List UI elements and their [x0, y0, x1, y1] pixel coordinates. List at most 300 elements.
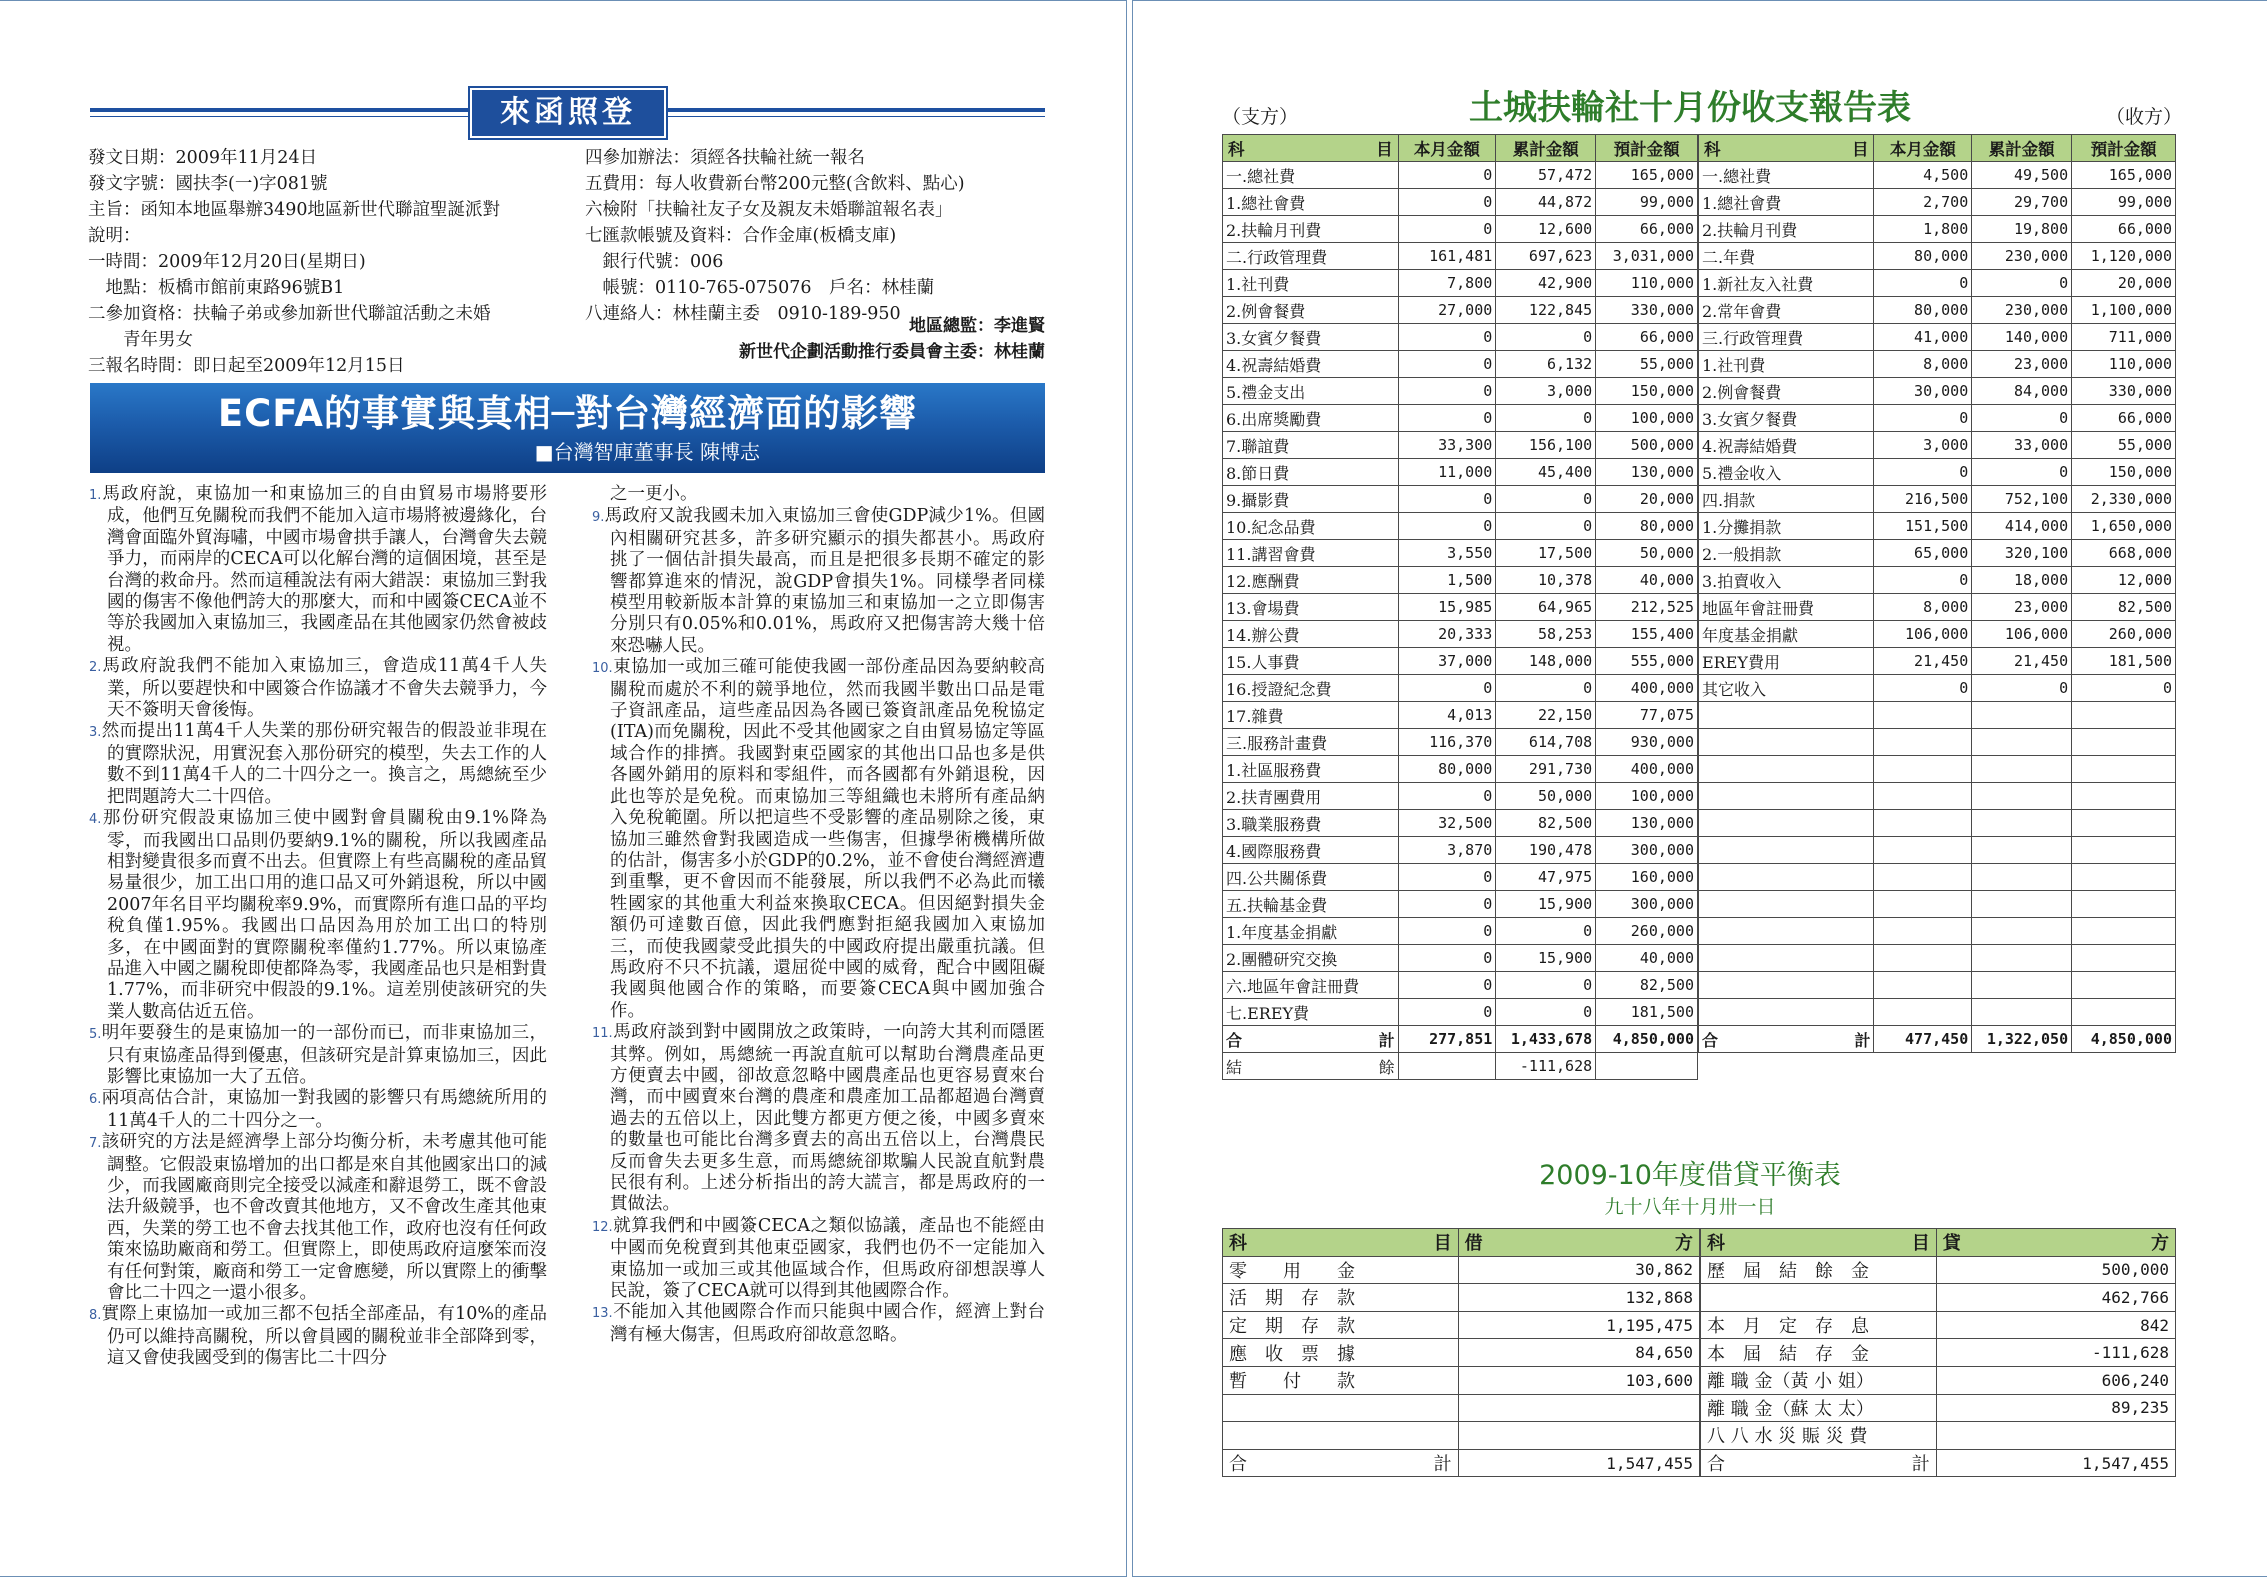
empty-cell: [2072, 837, 2176, 864]
header-label: 科: [1707, 1233, 1725, 1255]
header-label: 借: [1464, 1233, 1483, 1255]
amount-cell: 0: [1496, 972, 1596, 999]
amount-cell: 32,500: [1398, 810, 1496, 837]
amount-cell: 55,000: [1596, 351, 1698, 378]
balance-date: 九十八年十月卅一日: [1604, 1196, 1776, 1218]
paragraph-text: 兩項高估合計，東協加一對我國的影響只有馬總統所用的11萬4千人的二十四分之一。: [101, 1088, 547, 1131]
empty-cell: [1972, 945, 2072, 972]
empty-cell: [2072, 891, 2176, 918]
paragraph-text: 馬政府又說我國未加入東協加三會使GDP減少1%。但國內相關研究甚多，許多研究顯示的損失都甚小。馬政府挑了一個估計損失最高，而且是把很多長期不確定的影響都算進來的情況，說GDP會損失1%。同樣學者同樣模型用較新版本計算的東協加三和東協加一之立即傷害分別只有0.05%和0.01%，馬政府又把傷害誇大幾十倍來恐嚇人民。: [604, 506, 1045, 656]
header-label: 本月金額: [1874, 135, 1972, 162]
table-row: [1223, 405, 1698, 432]
table-row: [1223, 594, 1698, 621]
paragraph-number: 1.: [89, 488, 102, 503]
table-row: [1699, 297, 2176, 324]
amount-cell: 230,000: [1972, 297, 2072, 324]
item-name: 四.公共關係費: [1223, 864, 1399, 891]
article-paragraph: [592, 484, 1045, 506]
empty-cell: [2072, 945, 2176, 972]
amount-cell: 0: [1972, 675, 2072, 702]
notice-line: 六檢附「扶輪社友子女及親友未婚聯誼報名表」: [585, 200, 953, 220]
article-title: ECFA的事實與真相─對台灣經濟面的影響: [217, 392, 918, 435]
table-row: [1701, 1339, 2176, 1367]
table-row: [1699, 486, 2176, 513]
amount-cell: 0: [1496, 324, 1596, 351]
total-amount: 1,547,455: [1458, 1449, 1699, 1477]
amount-cell: 0: [1398, 405, 1496, 432]
item-name: 1.年度基金捐獻: [1223, 918, 1399, 945]
header-subject: [1699, 135, 1874, 162]
header-subject-pair: [1702, 136, 1870, 160]
table-row: [1699, 162, 2176, 189]
amount-cell: 0: [1496, 405, 1596, 432]
paragraph-text: 實際上東協加一或加三都不包括全部產品，有10%的產品仍可以維持高關稅，所以會員國的關稅並非全部降到零，這又會使我國受到的傷害比二十四分: [101, 1304, 547, 1369]
amount-cell: 668,000: [2072, 540, 2176, 567]
table-row: [1223, 648, 1698, 675]
empty-cell: [1874, 837, 1972, 864]
total-row: [1699, 1026, 2176, 1053]
notice-line: 發文日期：2009年11月24日: [88, 148, 318, 168]
paragraph-text: 然而提出11萬4千人失業的那份研究報告的假設並非現在的實際狀況，用實況套入那份研究的模型，失去工作的人數不到11萬4千人的二十四分之一。換言之，馬總統至少把問題誇大二十四倍。: [101, 721, 547, 807]
amount-cell: 80,000: [1398, 756, 1496, 783]
total-label-char: 合: [1702, 1030, 1719, 1050]
table-row: [1223, 486, 1698, 513]
item-name: 七.EREY費: [1223, 999, 1399, 1026]
amount-cell: 0: [1496, 918, 1596, 945]
header-cell: [1936, 1229, 2175, 1257]
total-amount: -111,628: [1496, 1053, 1596, 1080]
total-amount: [1596, 1053, 1698, 1080]
table-row: [1223, 1366, 1700, 1394]
total-label-char: 合: [1707, 1454, 1725, 1476]
account-amount: -111,628: [1936, 1339, 2175, 1367]
header-label: 目: [1851, 140, 1869, 159]
amount-cell: 230,000: [1972, 243, 2072, 270]
total-label: [1701, 1449, 1937, 1477]
account-amount: 103,600: [1458, 1366, 1699, 1394]
table-row: [1701, 1394, 2176, 1422]
amount-cell: 0: [1398, 486, 1496, 513]
table-row: [1699, 189, 2176, 216]
empty-row: [1699, 783, 2176, 810]
paragraph-number: 13.: [592, 1306, 613, 1322]
total-label-char: 計: [1911, 1454, 1930, 1476]
balance-row: [1223, 1053, 1698, 1080]
amount-cell: 45,400: [1496, 459, 1596, 486]
total-label: [1223, 1449, 1459, 1477]
empty-cell: [2072, 702, 2176, 729]
account-name: 活 期 存 款: [1223, 1284, 1459, 1312]
table-row: [1699, 351, 2176, 378]
item-name: 10.紀念品費: [1223, 513, 1399, 540]
amount-cell: 300,000: [1596, 891, 1698, 918]
item-name: 13.會場費: [1223, 594, 1399, 621]
article-paragraph: [89, 1132, 547, 1304]
amount-cell: 0: [1874, 405, 1972, 432]
header-label: 方: [1675, 1233, 1693, 1255]
notice-right-column: [585, 145, 1055, 327]
empty-row: [1699, 891, 2176, 918]
amount-cell: 20,000: [1596, 486, 1698, 513]
table-row: [1699, 459, 2176, 486]
income-side-label: （收方）: [2106, 106, 2183, 128]
amount-cell: 41,000: [1874, 324, 1972, 351]
amount-cell: 300,000: [1596, 837, 1698, 864]
account-amount: 30,862: [1458, 1256, 1699, 1284]
account-name: 應 收 票 據: [1223, 1339, 1459, 1367]
amount-cell: 0: [1972, 270, 2072, 297]
amount-cell: 18,000: [1972, 567, 2072, 594]
paragraph-number: 11.: [592, 1026, 613, 1042]
notice-line: 七匯款帳號及資料：合作金庫(板橋支庫): [585, 226, 897, 246]
item-name: 1.總社會費: [1699, 189, 1874, 216]
empty-cell: [1699, 945, 1874, 972]
empty-cell: [1972, 891, 2072, 918]
notice-line: 銀行代號：006: [585, 252, 724, 272]
account-amount: 1,195,475: [1458, 1311, 1699, 1339]
article-paragraph: [592, 1022, 1045, 1216]
table-row: [1223, 459, 1698, 486]
amount-cell: 0: [1972, 459, 2072, 486]
account-amount: [1936, 1422, 2175, 1450]
item-name: EREY費用: [1699, 648, 1874, 675]
table-row: [1699, 675, 2176, 702]
item-name: 5.禮金支出: [1223, 378, 1399, 405]
item-name: 二.年費: [1699, 243, 1874, 270]
amount-cell: 50,000: [1496, 783, 1596, 810]
table-row: [1699, 243, 2176, 270]
total-row: [1701, 1449, 2176, 1477]
amount-cell: 0: [1874, 675, 1972, 702]
paragraph-text: 明年要發生的是東協加一的一部份而已，而非東協加三，只有東協產品得到優惠，但該研究是計算東協加三，因此影響比東協加一大了五倍。: [101, 1023, 547, 1087]
amount-cell: 555,000: [1596, 648, 1698, 675]
item-name: 2.團體研究交換: [1223, 945, 1399, 972]
header-label: 累計金額: [1496, 135, 1596, 162]
account-amount: 500,000: [1936, 1256, 2175, 1284]
amount-cell: 15,900: [1496, 945, 1596, 972]
account-name: 離 職 金（黃 小 姐）: [1701, 1366, 1937, 1394]
amount-cell: 122,845: [1496, 297, 1596, 324]
amount-cell: 1,120,000: [2072, 243, 2176, 270]
amount-cell: 2,700: [1874, 189, 1972, 216]
amount-cell: 17,500: [1496, 540, 1596, 567]
empty-cell: [1874, 756, 1972, 783]
amount-cell: 11,000: [1398, 459, 1496, 486]
item-name: 2.常年會費: [1699, 297, 1874, 324]
table-header-row: [1223, 1229, 1700, 1257]
amount-cell: 23,000: [1972, 594, 2072, 621]
item-name: 2.例會餐費: [1223, 297, 1399, 324]
empty-cell: [1699, 756, 1874, 783]
item-name: 1.社刊費: [1699, 351, 1874, 378]
amount-cell: 3,000: [1874, 432, 1972, 459]
table-row: [1699, 405, 2176, 432]
table-row: [1223, 378, 1698, 405]
amount-cell: 42,900: [1496, 270, 1596, 297]
item-name: 4.國際服務費: [1223, 837, 1399, 864]
paragraph-number: 2.: [89, 660, 102, 676]
table-row: [1223, 891, 1698, 918]
amount-cell: 110,000: [1596, 270, 1698, 297]
item-name: 6.出席獎勵費: [1223, 405, 1399, 432]
item-name: 四.捐款: [1699, 486, 1874, 513]
header-cell: [1223, 1229, 1459, 1257]
header-pair: [1943, 1229, 2169, 1255]
amount-cell: 82,500: [2072, 594, 2176, 621]
article-paragraph: [592, 1302, 1045, 1346]
amount-cell: 0: [1496, 999, 1596, 1026]
account-name: 定 期 存 款: [1223, 1311, 1459, 1339]
header-cell: [1458, 1229, 1699, 1257]
table-row: [1701, 1256, 2176, 1284]
empty-row: [1699, 999, 2176, 1026]
table-row: [1223, 972, 1698, 999]
amount-cell: 20,000: [2072, 270, 2176, 297]
notice-badge: 來函照登: [470, 88, 666, 138]
amount-cell: 40,000: [1596, 945, 1698, 972]
empty-cell: [1699, 891, 1874, 918]
amount-cell: 0: [1874, 567, 1972, 594]
amount-cell: 33,300: [1398, 432, 1496, 459]
amount-cell: 65,000: [1874, 540, 1972, 567]
amount-cell: 7,800: [1398, 270, 1496, 297]
table-row: [1223, 297, 1698, 324]
empty-cell: [2072, 999, 2176, 1026]
header-label: 科: [1228, 140, 1245, 159]
amount-cell: 0: [1398, 972, 1496, 999]
amount-cell: 148,000: [1496, 648, 1596, 675]
table-row: [1223, 351, 1698, 378]
amount-cell: 930,000: [1596, 729, 1698, 756]
total-amount: 277,851: [1398, 1026, 1496, 1053]
amount-cell: 12,000: [2072, 567, 2176, 594]
notice-line: 一時間：2009年12月20日(星期日): [88, 252, 366, 272]
account-name: 暫 付 款: [1223, 1366, 1459, 1394]
table-row: [1699, 594, 2176, 621]
item-name: 2.扶青團費用: [1223, 783, 1399, 810]
table-row: [1223, 243, 1698, 270]
amount-cell: 181,500: [1596, 999, 1698, 1026]
account-name: 八 八 水 災 賑 災 費: [1701, 1422, 1937, 1450]
amount-cell: 150,000: [1596, 378, 1698, 405]
amount-cell: 50,000: [1596, 540, 1698, 567]
empty-cell: [1972, 864, 2072, 891]
amount-cell: 106,000: [1972, 621, 2072, 648]
amount-cell: 66,000: [2072, 405, 2176, 432]
paragraph-text: 馬政府談到對中國開放之政策時，一向誇大其利而隱匿其弊。例如，馬總統一再說直航可以幫助台灣農產品更方便賣去中國，卻故意忽略中國農產品也更容易賣來台灣，而中國賣來台灣的農產和農產加工品都超過台灣賣過去的五倍以上，因此雙方都更方便之後，中國多賣來的數量也可能比台灣多賣去的高出五倍以上，台灣農民反而會失去更多生意，而馬總統卻欺騙人民說直航對農民很有利。上述分析指出的誇大謊言，都是馬政府的一貫做法。: [610, 1022, 1045, 1215]
total-label: [1223, 1026, 1399, 1053]
item-name: 三.服務計畫費: [1223, 729, 1399, 756]
empty-cell: [1874, 918, 1972, 945]
account-amount: 89,235: [1936, 1394, 2175, 1422]
item-name: 4.祝壽結婚費: [1223, 351, 1399, 378]
table-row: [1223, 1394, 1700, 1422]
empty-cell: [1972, 810, 2072, 837]
amount-cell: 57,472: [1496, 162, 1596, 189]
item-name: 1.新社友入社費: [1699, 270, 1874, 297]
amount-cell: 0: [1398, 918, 1496, 945]
table-row: [1699, 621, 2176, 648]
amount-cell: 99,000: [1596, 189, 1698, 216]
amount-cell: 260,000: [1596, 918, 1698, 945]
amount-cell: 0: [2072, 675, 2176, 702]
expense-table: [1222, 134, 1698, 1080]
table-row: [1223, 1284, 1700, 1312]
item-name: 3.拍賣收入: [1699, 567, 1874, 594]
amount-cell: 27,000: [1398, 297, 1496, 324]
notice-line: 三報名時間：即日起至2009年12月15日: [88, 356, 405, 376]
amount-cell: 0: [1496, 486, 1596, 513]
account-name: 本 月 定 存 息: [1701, 1311, 1937, 1339]
amount-cell: 151,500: [1874, 513, 1972, 540]
income-table: [1698, 134, 2176, 1053]
amount-cell: 155,400: [1596, 621, 1698, 648]
item-name: 8.節日費: [1223, 459, 1399, 486]
table-row: [1223, 1422, 1700, 1450]
amount-cell: 2,330,000: [2072, 486, 2176, 513]
table-row: [1223, 999, 1698, 1026]
header-subject: [1223, 135, 1399, 162]
header-label: 本月金額: [1398, 135, 1496, 162]
header-label: 貸: [1942, 1233, 1961, 1255]
amount-cell: 66,000: [1596, 216, 1698, 243]
amount-cell: 130,000: [1596, 459, 1698, 486]
item-name: 1.社區服務費: [1223, 756, 1399, 783]
item-name: 一.總社費: [1699, 162, 1874, 189]
amount-cell: 3,031,000: [1596, 243, 1698, 270]
item-name: 2.一般捐款: [1699, 540, 1874, 567]
table-row: [1223, 216, 1698, 243]
amount-cell: 47,975: [1496, 864, 1596, 891]
table-row: [1223, 810, 1698, 837]
notice-line: 地點：板橋市館前東路96號B1: [88, 278, 345, 298]
table-row: [1223, 1339, 1700, 1367]
empty-cell: [1874, 702, 1972, 729]
empty-cell: [1874, 945, 1972, 972]
amount-cell: 3,550: [1398, 540, 1496, 567]
item-name: 2.例會餐費: [1699, 378, 1874, 405]
amount-cell: 400,000: [1596, 756, 1698, 783]
total-amount: 4,850,000: [2072, 1026, 2176, 1053]
paragraph-text: 就算我們和中國簽CECA之類似協議，產品也不能經由中國而免稅賣到其他東亞國家，我們也仍不一定能加入東協加一或加三或其他區域合作，但馬政府卻想誤導人民說，簽了CECA就可以得到其他國際合作。: [610, 1215, 1045, 1302]
amount-cell: 0: [1398, 351, 1496, 378]
table-row: [1699, 648, 2176, 675]
amount-cell: 20,333: [1398, 621, 1496, 648]
amount-cell: 0: [1398, 864, 1496, 891]
account-name: [1701, 1284, 1937, 1312]
total-amount: [1398, 1053, 1496, 1080]
total-label-pair: [1707, 1450, 1930, 1476]
table-row: [1223, 1256, 1700, 1284]
paragraph-number: 5.: [89, 1027, 102, 1043]
empty-row: [1699, 837, 2176, 864]
amount-cell: 0: [1874, 459, 1972, 486]
paragraph-text: 之一更小。: [610, 484, 698, 504]
table-row: [1223, 189, 1698, 216]
amount-cell: 181,500: [2072, 648, 2176, 675]
article-paragraph: [592, 1216, 1045, 1303]
total-label: [1699, 1026, 1874, 1053]
amount-cell: 330,000: [2072, 378, 2176, 405]
item-name: 1.社刊費: [1223, 270, 1399, 297]
empty-cell: [1874, 891, 1972, 918]
paragraph-text: 那份研究假設東協加三使中國對會員關稅由9.1%降為零，而我國出口品則仍要納9.1%的關稅，所以我國產品相對變貴很多而賣不出去。但實際上有些高關稅的產品貿易量很少，加工出口用的進口品又可外銷退稅，所以中國2007年名目平均關稅率9.9%，而實際所有進口品的平均稅負僅1.95%。我國出口品因為用於加工出口的特別多，在中國面對的實際關稅率僅約1.77%。所以東協產品進入中國之關稅即使都降為零，我國產品也只是相對貴1.77%，而非研究中假設的9.1%。這差別使該研究的失業人數高估近五倍。: [101, 808, 547, 1022]
amount-cell: 1,650,000: [2072, 513, 2176, 540]
empty-cell: [2072, 864, 2176, 891]
empty-cell: [2072, 756, 2176, 783]
empty-row: [1699, 918, 2176, 945]
item-name: 15.人事費: [1223, 648, 1399, 675]
amount-cell: 82,500: [1596, 972, 1698, 999]
amount-cell: 4,500: [1874, 162, 1972, 189]
amount-cell: 0: [1874, 270, 1972, 297]
header-label: 方: [2151, 1233, 2169, 1255]
amount-cell: 23,000: [1972, 351, 2072, 378]
amount-cell: 320,100: [1972, 540, 2072, 567]
amount-cell: 100,000: [1596, 783, 1698, 810]
account-amount: 842: [1936, 1311, 2175, 1339]
article-paragraph: [89, 484, 547, 656]
paragraph-text: 東協加一或加三確可能使我國一部份產品因為要納較高關稅而處於不利的競爭地位，然而我國半數出口品是電子資訊產品，這些產品因為各國已簽資訊產品免稅協定(ITA)而免關稅，因此不受其他國家之自由貿易協定等區域合作的排擠。我國對東亞國家的其他出口品也多是供各國外銷用的原料和零組件，而各國都有外銷退稅，因此也等於是免稅。而東協加三等組織也未將所有產品納入免稅範圍。所以把這些不受影響的產品剔除之後，東協加三雖然會對我國造成一些傷害，但據學術機構所做的估計，傷害多小於GDP的0.2%，並不會使台灣經濟遭到重擊，更不會因而不能發展，所以我們不必為此而犧牲國家的其他重大利益來換取CECA。但因絕對損失金額仍可達數百億，因此我們應對拒絕我國加入東協加三，而使我國蒙受此損失的中國政府提出嚴重抗議。但馬政府不只不抗議，還屈從中國的威脅，配合中國阻礙我國與他國合作的策略，而要簽CECA與中國加強合作。: [610, 657, 1045, 1021]
article-paragraph: [89, 656, 547, 721]
header-label: 科: [1229, 1233, 1247, 1255]
table-row: [1223, 837, 1698, 864]
empty-cell: [1972, 783, 2072, 810]
empty-cell: [1874, 783, 1972, 810]
amount-cell: 190,478: [1496, 837, 1596, 864]
amount-cell: 150,000: [2072, 459, 2176, 486]
empty-cell: [1699, 702, 1874, 729]
article-paragraph: [592, 506, 1045, 657]
header-label: 目: [1376, 140, 1393, 159]
amount-cell: 291,730: [1496, 756, 1596, 783]
table-row: [1699, 513, 2176, 540]
article-paragraph: [89, 1023, 547, 1088]
amount-cell: 10,378: [1496, 567, 1596, 594]
amount-cell: 15,900: [1496, 891, 1596, 918]
paragraph-number: 3.: [89, 725, 102, 741]
table-row: [1223, 675, 1698, 702]
total-amount: 1,322,050: [1972, 1026, 2072, 1053]
paragraph-text: 馬政府說我們不能加入東協加三，會造成11萬4千人失業，所以要趕快和中國簽合作協議才不會失去競爭力，今天不簽明天會後悔。: [101, 656, 547, 721]
table-row: [1699, 540, 2176, 567]
table-row: [1701, 1366, 2176, 1394]
amount-cell: 77,075: [1596, 702, 1698, 729]
account-name: [1223, 1422, 1459, 1450]
total-label-char: 計: [1433, 1454, 1452, 1476]
article-paragraph: [89, 1304, 547, 1369]
amount-cell: 1,800: [1874, 216, 1972, 243]
notice-left-column: [88, 145, 558, 379]
header-label: 目: [1911, 1233, 1930, 1255]
item-name: 地區年會註冊費: [1699, 594, 1874, 621]
amount-cell: 0: [1398, 378, 1496, 405]
amount-cell: 15,985: [1398, 594, 1496, 621]
header-label: 科: [1704, 140, 1721, 159]
empty-cell: [1699, 810, 1874, 837]
total-label-char: 合: [1229, 1454, 1247, 1476]
table-row: [1223, 945, 1698, 972]
item-name: 年度基金捐獻: [1699, 621, 1874, 648]
table-row: [1223, 918, 1698, 945]
table-row: [1223, 513, 1698, 540]
notice-signature-chair: 新世代企劃活動推行委員會主委：林桂蘭: [739, 342, 1045, 362]
amount-cell: 66,000: [2072, 216, 2176, 243]
amount-cell: 3,000: [1496, 378, 1596, 405]
table-row: [1223, 729, 1698, 756]
amount-cell: 711,000: [2072, 324, 2176, 351]
amount-cell: 160,000: [1596, 864, 1698, 891]
